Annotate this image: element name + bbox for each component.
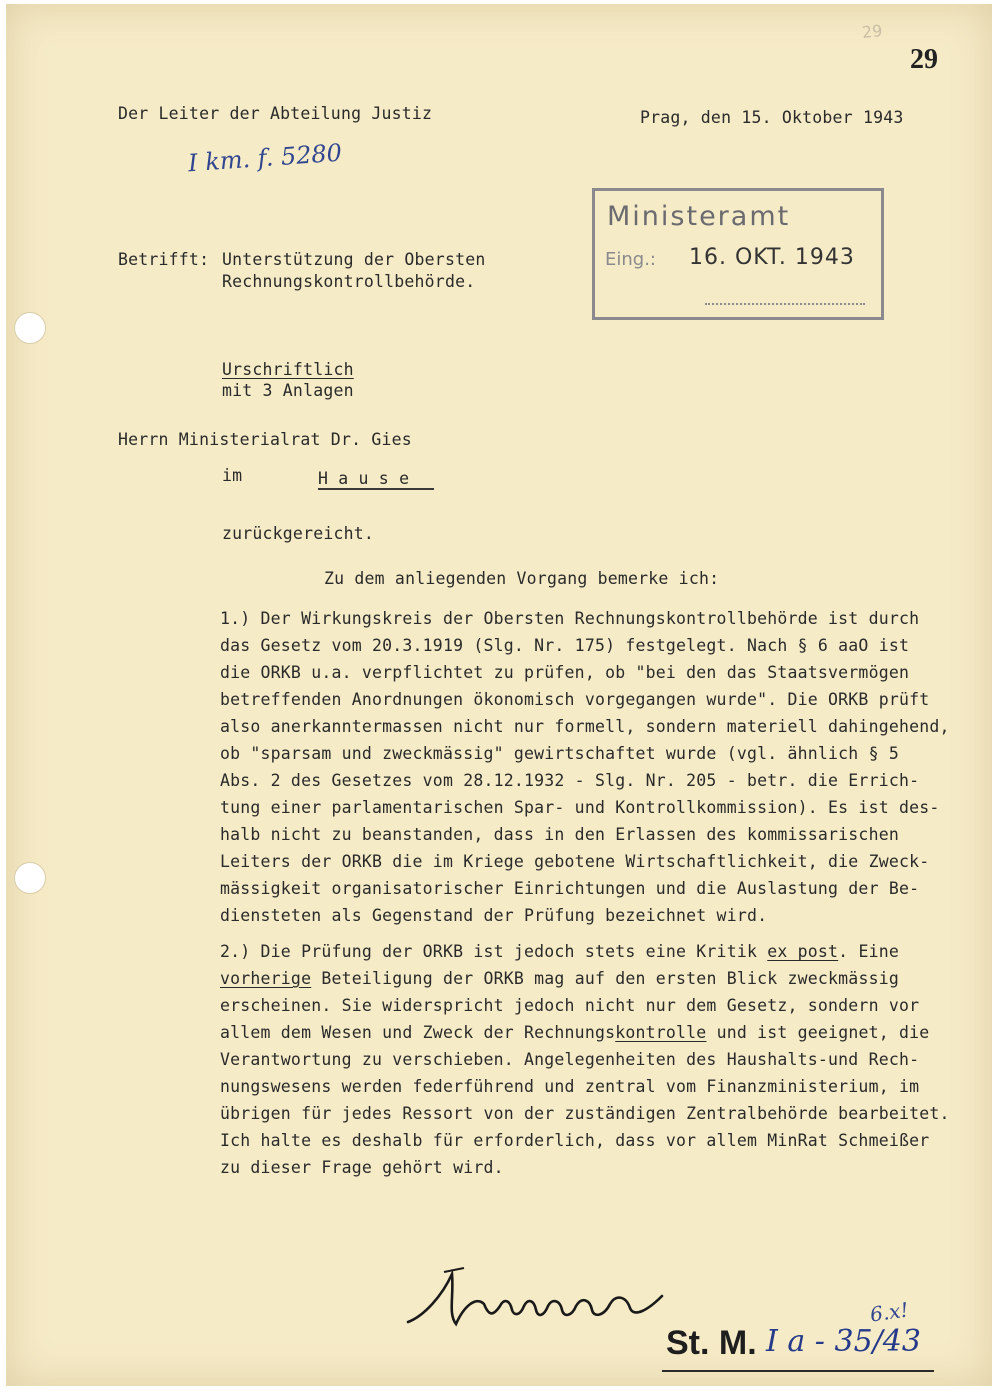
sender-line: Der Leiter der Abteilung Justiz <box>118 104 433 123</box>
stm-reference: I a - 35/43 <box>766 1324 921 1359</box>
para2-line: erscheinen. Sie widerspricht jedoch nicht nur dem Gesetz, sondern vor <box>220 996 920 1015</box>
intro-line: Zu dem anliegenden Vorgang bemerke ich: <box>324 569 720 588</box>
para1-line: ob "sparsam und zweckmässig" gewirtschaftet wurde (vgl. ähnlich § 5 <box>220 744 899 763</box>
para1-line: diensteten als Gegenstand der Prüfung bezeichnet wird. <box>220 906 768 925</box>
para2-text: Beteiligung der ORKB mag auf den ersten Blick zweckmässig <box>311 969 899 988</box>
place-date: Prag, den 15. Oktober 1943 <box>640 108 904 127</box>
stm-underline <box>662 1370 934 1372</box>
para1-line: 1.) Der Wirkungskreis der Obersten Rechnungskontrollbehörde ist durch <box>220 609 920 628</box>
para1-line: Abs. 2 des Gesetzes vom 28.12.1932 - Slg. Nr. 205 - betr. die Errich- <box>220 771 920 790</box>
received-stamp <box>592 188 884 320</box>
para2-text: 2.) Die Prüfung der ORKB ist jedoch stets eine Kritik <box>220 942 768 961</box>
stamp-eing-label: Eing.: <box>605 249 656 270</box>
document-page <box>6 4 992 1386</box>
para2-line <box>220 1023 929 1042</box>
para2-text: . Eine <box>838 942 899 961</box>
hause-underline <box>318 488 434 490</box>
para2-emphasis-vorherige: vorherige <box>220 969 312 988</box>
recipient-im: im <box>222 466 243 485</box>
para1-line: also anerkanntermassen nicht nur formell, sondern materiell dahingehend, <box>220 717 950 736</box>
recipient-name: Herrn Ministerialrat Dr. Gies <box>118 430 412 449</box>
para2-line: nungswesens werden federführend und zentral vom Finanzministerium, im <box>220 1077 920 1096</box>
handwritten-corner-note: 6.x! <box>868 1297 910 1327</box>
para1-line: tung einer parlamentarischen Spar- und Kontrollkommission). Es ist des- <box>220 798 940 817</box>
para2-emphasis-kontrolle: kontrolle <box>615 1023 707 1042</box>
para2-line: Ich halte es deshalb für erforderlich, dass vor allem MinRat Schmeißer <box>220 1131 930 1150</box>
subject-line-1: Unterstützung der Obersten <box>222 250 486 269</box>
para2-text: allem dem Wesen und Zweck der Rechnungs <box>220 1023 616 1042</box>
para2-line <box>220 969 899 988</box>
recipient-hause: H a u s e <box>318 469 410 488</box>
subject-line-2: Rechnungskontrollbehörde. <box>222 272 476 291</box>
handwritten-reference: I km. f. 5280 <box>187 138 343 178</box>
punch-hole <box>14 862 46 894</box>
para2-text: und ist geeignet, die <box>706 1023 930 1042</box>
enclosure-line-2: mit 3 Anlagen <box>222 381 354 400</box>
page-number: 29 <box>910 44 938 75</box>
para1-line: halb nicht zu beanstanden, dass in den Erlassen des kommissarischen <box>220 825 899 844</box>
para1-line: die ORKB u.a. verpflichtet zu prüfen, ob "bei den das Staatsvermögen <box>220 663 910 682</box>
para2-line: Verantwortung zu verschieben. Angelegenheiten des Haushalts-und Rech- <box>220 1050 920 1069</box>
para1-line: Leiters der ORKB die im Kriege gebotene Wirtschaftlichkeit, die Zweck- <box>220 852 930 871</box>
para1-line: mässigkeit organisatorischer Einrichtungen und die Auslastung der Be- <box>220 879 920 898</box>
para1-line: betreffenden Anordnungen ökonomisch vorgegangen wurde". Die ORKB prüft <box>220 690 930 709</box>
stamp-date: 16. OKT. 1943 <box>689 245 855 270</box>
stamp-title: Ministeramt <box>607 201 791 232</box>
pencil-page-mark: 29 <box>860 20 883 43</box>
enclosure-line-1: Urschriftlich <box>222 360 354 379</box>
returned-line: zurückgereicht. <box>222 524 375 543</box>
punch-hole <box>14 312 46 344</box>
para1-line: das Gesetz vom 20.3.1919 (Slg. Nr. 175) festgelegt. Nach § 6 aaO ist <box>220 636 910 655</box>
para2-line: übrigen für jedes Ressort von der zuständigen Zentralbehörde bearbeitet. <box>220 1104 950 1123</box>
stm-label: St. M. <box>666 1324 757 1362</box>
subject-label: Betrifft: <box>118 250 210 269</box>
stamp-dotted-line <box>705 303 865 305</box>
para2-line: zu dieser Frage gehört wird. <box>220 1158 504 1177</box>
signature <box>404 1266 674 1338</box>
para2-emphasis-ex-post: ex post <box>767 942 839 961</box>
para2-line <box>220 942 899 961</box>
